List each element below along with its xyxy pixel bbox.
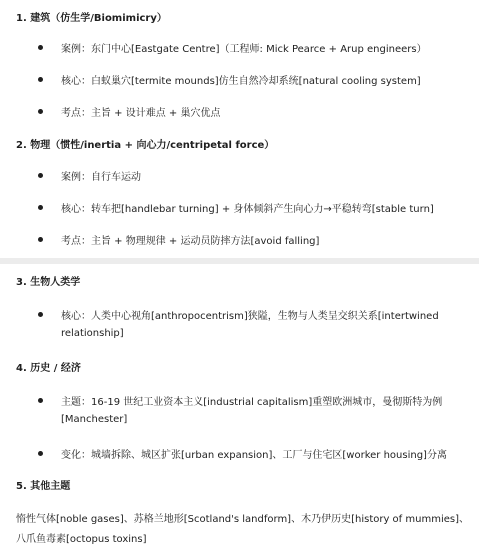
section-3-heading: 3. 生物人类学 [16,277,81,288]
section-divider [0,258,479,264]
section-4-item-2: 变化：城墙拆除、城区扩张[urban expansion]、工厂与住宅区[worker housing]分离 [61,450,447,461]
section-1-item-3: 考点：主旨 + 设计难点 + 巢穴优点 [61,108,221,119]
bullet-dot [38,205,43,210]
section-1-item-2: 核心：白蚁巢穴[termite mounds]仿生自然冷却系统[natural cooling system] [61,76,421,87]
section-5-heading: 5. 其他主题 [16,481,71,492]
section-2-heading: 2. 物理（惯性/inertia + 向心力/centripetal force） [16,140,275,151]
section-2-item-1: 案例：自行车运动 [61,172,141,183]
bullet-dot [38,45,43,50]
section-1-heading: 1. 建筑（仿生学/Biomimicry） [16,13,167,24]
bullet-dot [38,398,43,403]
section-5-line-1: 惰性气体[noble gases]、苏格兰地形[Scotland's landform]、木乃伊历史[history of mummies]、 [16,514,469,525]
section-2-item-3: 考点：主旨 + 物理规律 + 运动员防摔方法[avoid falling] [61,236,320,247]
bullet-dot [38,312,43,317]
section-5-line-2: 八爪鱼毒素[octopus toxins] [16,534,147,545]
bullet-dot [38,451,43,456]
section-4-item-1-cont: [Manchester] [61,414,128,425]
section-2-item-2: 核心：转车把[handlebar turning] + 身体倾斜产生向心力→平稳转弯[stable turn] [61,204,434,215]
bullet-dot [38,237,43,242]
bullet-dot [38,173,43,178]
section-1-item-1: 案例：东门中心[Eastgate Centre]（工程师: Mick Pearce + Arup engineers） [61,44,427,55]
bullet-dot [38,77,43,82]
section-3-item-1: 核心：人类中心视角[anthropocentrism]狭隘，生物与人类呈交织关系[intertwined [61,311,439,322]
section-4-item-1: 主题：16-19 世纪工业资本主义[industrial capitalism]重塑欧洲城市，曼彻斯特为例 [61,397,443,408]
bullet-dot [38,109,43,114]
section-3-item-1-cont: relationship] [61,328,124,339]
section-4-heading: 4. 历史 / 经济 [16,363,81,374]
